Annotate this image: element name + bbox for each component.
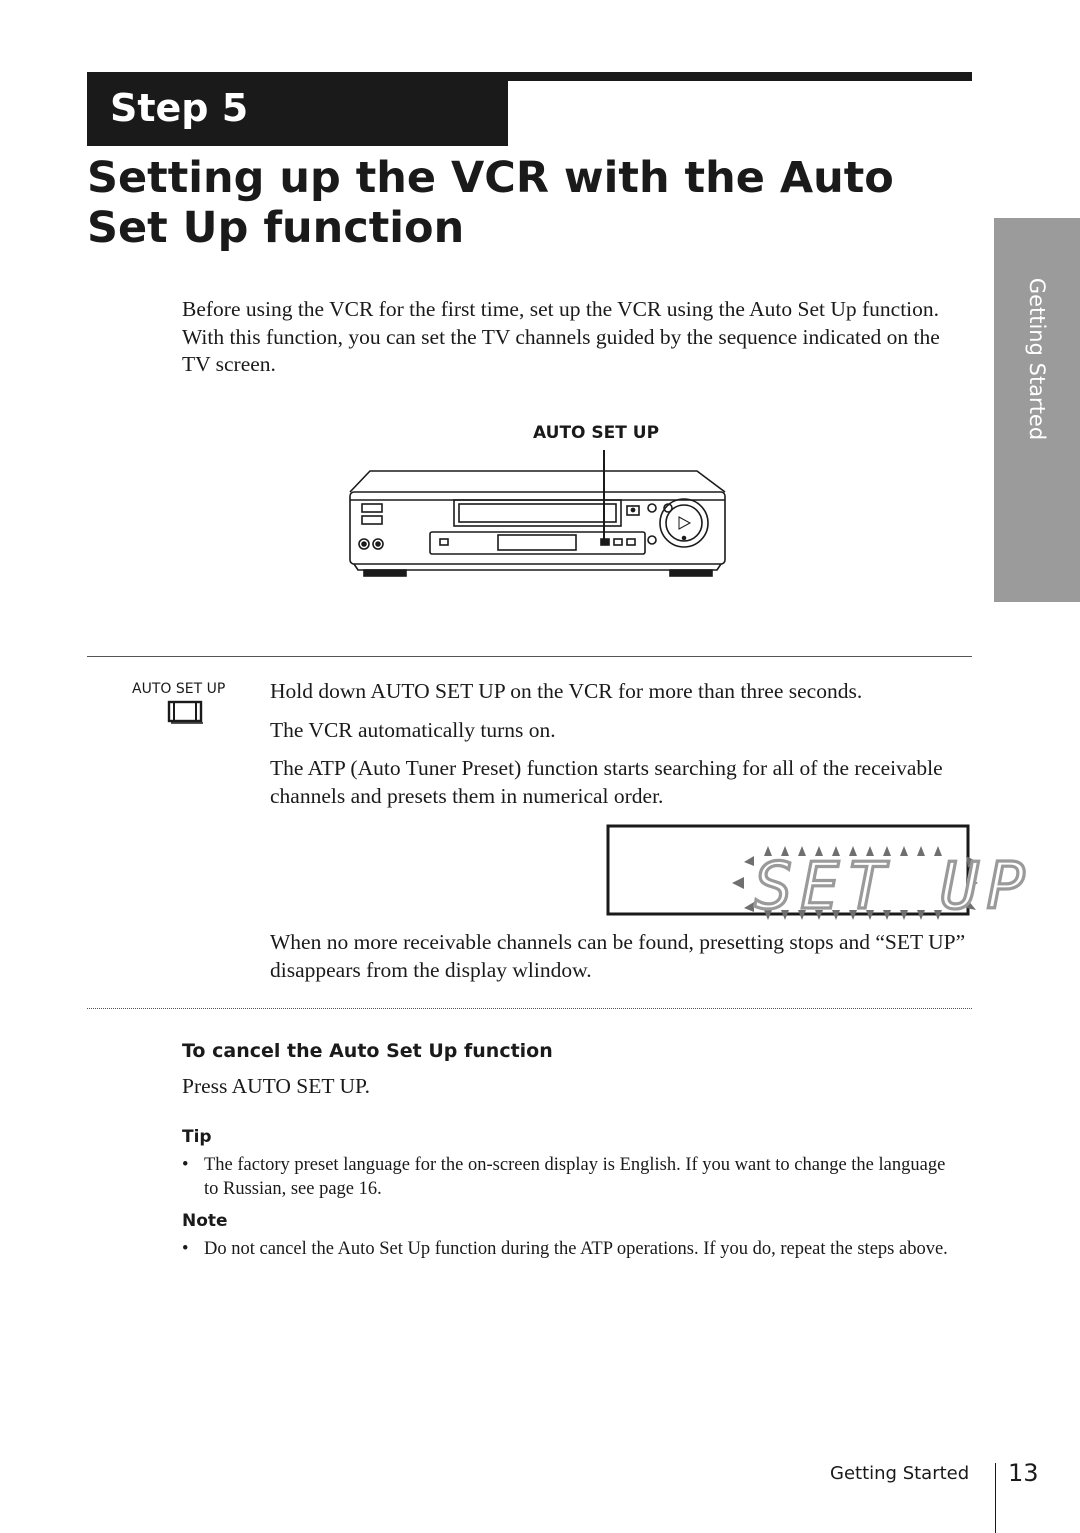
step-result-atp: The ATP (Auto Tuner Preset) function starts searching for all of the receivable channels and presets them in numerical order. — [270, 756, 943, 808]
cancel-heading: To cancel the Auto Set Up function — [182, 1040, 553, 1062]
section-divider — [87, 656, 972, 657]
footer-separator — [995, 1463, 996, 1533]
note-text: Do not cancel the Auto Set Up function during the ATP operations. If you do, repeat the steps above. — [204, 1239, 948, 1259]
cancel-instruction: Press AUTO SET UP. — [182, 1074, 370, 1098]
tip-heading: Tip — [182, 1127, 212, 1147]
section-side-tab-label-wrap — [994, 218, 1080, 602]
note-heading: Note — [182, 1211, 228, 1231]
page-title: Setting up the VCR with the Auto Set Up function — [87, 153, 894, 253]
bullet-icon: • — [182, 1155, 189, 1175]
figure-callout-label: AUTO SET UP — [533, 423, 660, 443]
vcr-display-window — [606, 824, 1034, 924]
step-label: Step 5 — [110, 86, 249, 130]
note-item — [182, 1237, 962, 1261]
footer-section-label: Getting Started — [830, 1463, 970, 1484]
tip-item — [182, 1153, 962, 1201]
step-instruction: Hold down AUTO SET UP on the VCR for more than three seconds. — [270, 679, 863, 703]
auto-set-up-button-icon — [167, 699, 205, 725]
bullet-icon: • — [182, 1239, 189, 1259]
intro-paragraph: Before using the VCR for the first time, set up the VCR using the Auto Set Up function. With this function, you can set the TV channels guided by the sequence indicated on the TV screen. — [182, 297, 940, 376]
display-readout: SET UP — [754, 850, 1034, 924]
step-result-power: The VCR automatically turns on. — [270, 718, 556, 742]
section-divider-dotted — [87, 1008, 972, 1009]
auto-set-up-button-caption: AUTO SET UP — [132, 681, 226, 697]
section-side-tab-label: Getting Started — [1025, 277, 1049, 441]
tip-text: The factory preset language for the on-screen display is English. If you want to change the language to Russian, see page 16. — [204, 1155, 946, 1199]
vcr-illustration — [340, 448, 732, 580]
step-result-complete: When no more receivable channels can be found, presetting stops and “SET UP” disappears from the display wlindow. — [270, 930, 966, 982]
page-number: 13 — [1008, 1459, 1039, 1487]
